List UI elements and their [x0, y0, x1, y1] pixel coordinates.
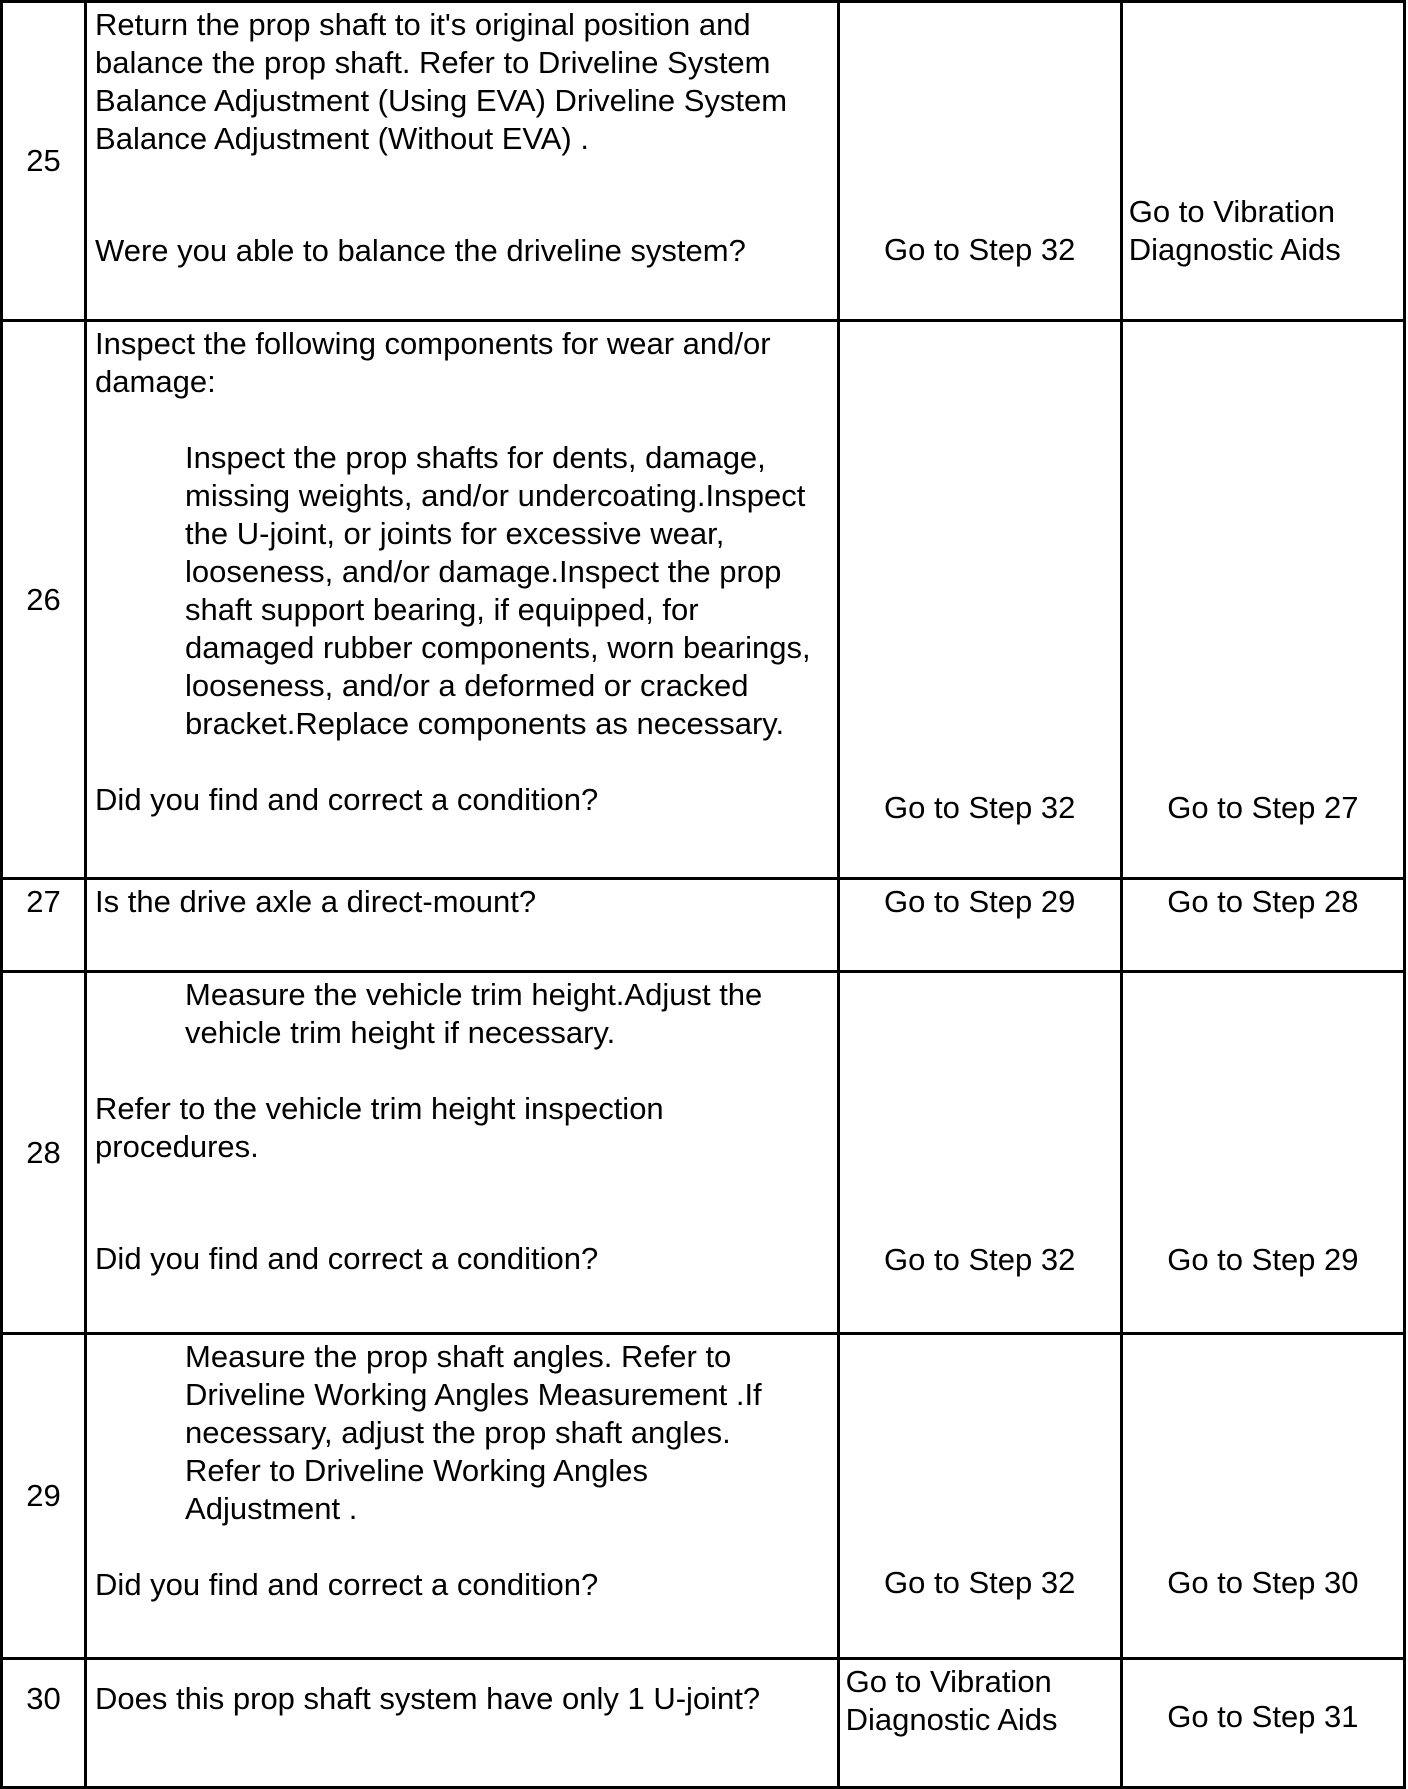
sub-action-text: Measure the vehicle trim height.Adjust the vehicle trim height if necessary.	[185, 977, 763, 1050]
yes-result-cell	[838, 321, 1121, 879]
question-text: Were you able to balance the driveline system?	[95, 233, 746, 268]
yes-result-cell	[838, 1334, 1121, 1659]
yes-result: Go to Step 32	[884, 232, 1076, 267]
no-result: Go to Step 29	[1167, 1242, 1359, 1277]
yes-result: Go to Step 32	[884, 790, 1076, 825]
no-result-cell	[1121, 2, 1404, 321]
no-result-cell	[1121, 972, 1404, 1334]
yes-result-cell	[838, 972, 1121, 1334]
action-cell	[86, 321, 839, 879]
step-number: 25	[2, 2, 86, 321]
table-row	[2, 972, 1405, 1334]
no-result-cell	[1121, 1334, 1404, 1659]
yes-result-cell	[838, 879, 1121, 972]
action-cell	[86, 1659, 839, 1788]
action-text: Refer to the vehicle trim height inspection procedures.	[95, 1091, 664, 1164]
action-text: Return the prop shaft to it's original position and balance the prop shaft. Refer to Driveline System Balance Adjustment (Using EVA) Driveline System Balance Adjustment (Without EVA) .	[95, 7, 788, 156]
table-row	[2, 1334, 1405, 1659]
no-result: Go to Step 27	[1167, 790, 1359, 825]
no-result: Go to Step 31	[1167, 1699, 1359, 1734]
action-cell	[86, 1334, 839, 1659]
step-number-text: 30	[26, 1681, 61, 1716]
step-number	[2, 1659, 86, 1788]
yes-result-cell	[838, 1659, 1121, 1788]
step-number: 29	[2, 1334, 86, 1659]
question-text: Does this prop shaft system have only 1 U-joint?	[95, 1681, 761, 1716]
no-result: Go to Step 28	[1167, 884, 1359, 919]
question-text: Did you find and correct a condition?	[95, 1567, 599, 1602]
no-result-cell	[1121, 321, 1404, 879]
no-result-cell	[1121, 1659, 1404, 1788]
question-text: Did you find and correct a condition?	[95, 1241, 599, 1276]
step-number	[2, 879, 86, 972]
table-row	[2, 879, 1405, 972]
yes-result: Go to Vibration Diagnostic Aids	[845, 1664, 1058, 1737]
yes-result: Go to Step 32	[884, 1242, 1076, 1277]
yes-result: Go to Step 29	[884, 884, 1076, 919]
no-result: Go to Vibration Diagnostic Aids	[1128, 194, 1341, 267]
step-number-text: 27	[26, 884, 61, 919]
action-cell	[86, 879, 839, 972]
action-text: Inspect the following components for wear and/or damage:	[95, 326, 771, 399]
table-row	[2, 1659, 1405, 1788]
step-number: 28	[2, 972, 86, 1334]
table-row	[2, 2, 1405, 321]
sub-action-text: Measure the prop shaft angles. Refer to Driveline Working Angles Measurement .If necessary, adjust the prop shaft angles. Refer to Driveline Working Angles Adjustment .	[185, 1339, 762, 1526]
question-text: Did you find and correct a condition?	[95, 782, 599, 817]
yes-result-cell	[838, 2, 1121, 321]
question-text: Is the drive axle a direct-mount?	[95, 884, 537, 919]
step-number: 26	[2, 321, 86, 879]
table-row	[2, 321, 1405, 879]
no-result-cell	[1121, 879, 1404, 972]
action-cell	[86, 972, 839, 1334]
yes-result: Go to Step 32	[884, 1565, 1076, 1600]
sub-action-text: Inspect the prop shafts for dents, damage, missing weights, and/or undercoating.Inspect the U-joint, or joints for excessive wear, looseness, and/or damage.Inspect the prop shaft support bearing, if equipped, for damaged rubber components, worn bearings, looseness, and/or a deformed or cracked bracket.Replace components as necessary.	[185, 440, 811, 741]
action-cell	[86, 2, 839, 321]
no-result: Go to Step 30	[1167, 1565, 1359, 1600]
